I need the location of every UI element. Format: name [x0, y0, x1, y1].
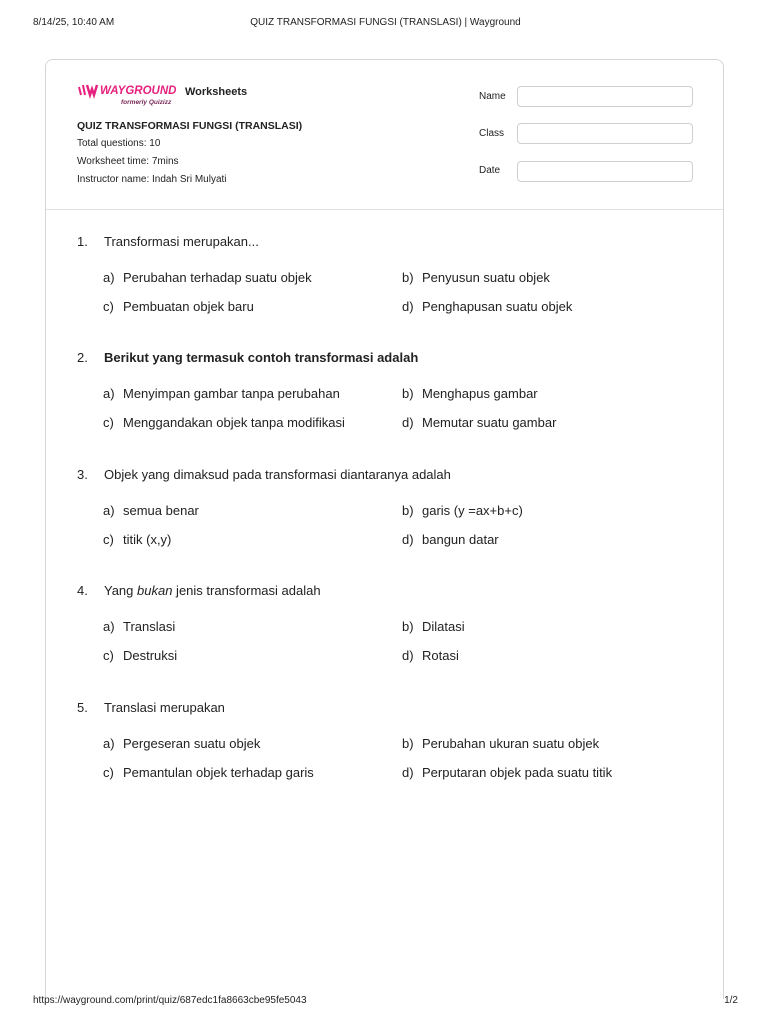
page-number: 1/2 — [724, 995, 738, 1006]
option-d: d) Memutar suatu gambar — [402, 415, 557, 430]
option-a: a) Pergeseran suatu objek — [103, 736, 261, 751]
question-text: Transformasi merupakan... — [104, 234, 259, 249]
option-a: a) Menyimpan gambar tanpa perubahan — [103, 386, 340, 401]
question-stem — [77, 583, 697, 601]
question-4 — [77, 583, 697, 663]
question-number: 2. — [77, 350, 88, 365]
option-c: c) Menggandakan objek tanpa modifikasi — [103, 415, 345, 430]
question-text: Objek yang dimaksud pada transformasi diantaranya adalah — [104, 467, 451, 482]
logo-subtext: formerly Quizizz — [121, 99, 172, 106]
option-c: c) Pembuatan objek baru — [103, 299, 254, 314]
class-label: Class — [479, 128, 505, 139]
question-stem — [77, 350, 697, 368]
option-d: d) bangun datar — [402, 532, 499, 547]
question-3 — [77, 467, 697, 547]
option-b: b) Perubahan ukuran suatu objek — [402, 736, 600, 751]
option-c: c) Pemantulan objek terhadap garis — [103, 765, 314, 780]
worksheet-card — [45, 59, 724, 999]
question-number: 5. — [77, 700, 88, 715]
worksheets-label: Worksheets — [185, 86, 248, 98]
worksheet-header — [46, 60, 723, 210]
option-b: b) Dilatasi — [402, 619, 465, 634]
option-b: b) Menghapus gambar — [402, 386, 538, 401]
option-b: b) garis (y =ax+b+c) — [402, 503, 523, 518]
class-field[interactable] — [517, 123, 693, 144]
print-page-title: QUIZ TRANSFORMASI FUNGSI (TRANSLASI) | Wayground — [250, 17, 521, 28]
question-number: 4. — [77, 583, 88, 598]
option-a: a) Perubahan terhadap suatu objek — [103, 270, 312, 285]
worksheet-time: Worksheet time: 7mins — [77, 156, 179, 167]
option-c: c) Destruksi — [103, 648, 178, 663]
print-timestamp: 8/14/25, 10:40 AM — [33, 17, 115, 28]
question-text: Berikut yang termasuk contoh transformasi adalah — [104, 350, 419, 365]
total-questions: Total questions: 10 — [77, 138, 161, 149]
print-url: https://wayground.com/print/quiz/687edc1fa8663cbe95fe5043 — [33, 995, 307, 1006]
instructor-name: Instructor name: Indah Sri Mulyati — [77, 174, 227, 185]
question-1 — [77, 234, 697, 314]
option-a: a) semua benar — [103, 503, 199, 518]
logo-wordmark: WAYGROUND — [100, 85, 177, 97]
question-stem — [77, 234, 697, 252]
question-5 — [77, 700, 697, 780]
wayground-logo — [77, 81, 181, 107]
question-number: 1. — [77, 234, 88, 249]
question-stem — [77, 700, 697, 718]
option-a: a) Translasi — [103, 619, 176, 634]
print-footer — [33, 995, 738, 1009]
option-d: d) Rotasi — [402, 648, 459, 663]
question-text: Yang bukan jenis transformasi adalah — [104, 583, 321, 598]
name-field[interactable] — [517, 86, 693, 107]
question-number: 3. — [77, 467, 88, 482]
option-b: b) Penyusun suatu objek — [402, 270, 550, 285]
quiz-title: QUIZ TRANSFORMASI FUNGSI (TRANSLASI) — [77, 120, 303, 132]
option-c: c) titik (x,y) — [103, 532, 172, 547]
option-d: d) Perputaran objek pada suatu titik — [402, 765, 613, 780]
date-field[interactable] — [517, 161, 693, 182]
print-header — [33, 17, 738, 31]
name-label: Name — [479, 91, 506, 102]
option-d: d) Penghapusan suatu objek — [402, 299, 573, 314]
question-stem — [77, 467, 697, 485]
date-label: Date — [479, 165, 501, 176]
question-text: Translasi merupakan — [104, 700, 225, 715]
question-2 — [77, 350, 697, 430]
